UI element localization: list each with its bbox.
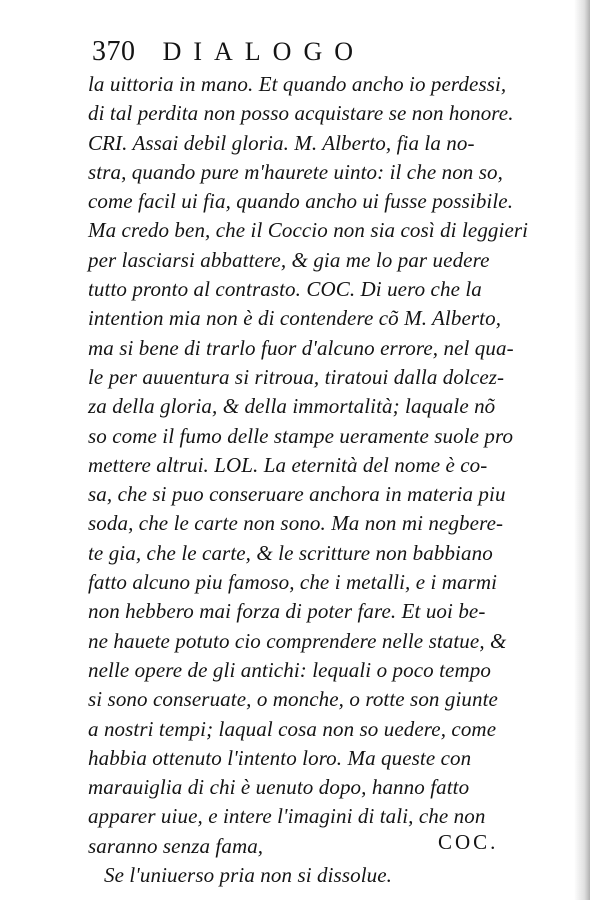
text-line: saranno senza fama,	[88, 833, 264, 858]
text-line: come facil ui fia, quando ancho ui fusse possibile.	[88, 189, 514, 214]
text-line: marauiglia di chi è uenuto dopo, hanno fatto	[88, 775, 470, 800]
text-line: fatto alcuno piu famoso, che i metalli, e i marmi	[88, 570, 498, 595]
text-line: la uittoria in mano. Et quando ancho io perdessi,	[88, 72, 507, 96]
text-line: za della gloria, & della immortalità; laquale nõ	[88, 394, 496, 419]
body-text	[88, 70, 528, 890]
text-line: so come il fumo delle stampe ueramente suole pro	[88, 423, 514, 448]
text-line: sa, che si puo conseruare anchora in materia piu	[88, 482, 506, 507]
text-line: non hebbero mai forza di poter fare. Et uoi be-	[88, 599, 486, 624]
text-line: stra, quando pure m'haurete uinto: il che non so,	[88, 159, 503, 184]
text-line: si sono conseruate, o monche, o rotte son giunte	[88, 687, 498, 712]
text-line: Ma credo ben, che il Coccio non sia così di leggieri	[88, 218, 529, 243]
text-line: ne hauete potuto cio comprendere nelle statue, &	[88, 628, 507, 653]
text-line: intention mia non è di contendere cõ M. Alberto,	[88, 306, 502, 331]
page-edge-shadow	[574, 0, 590, 900]
text-line: CRI. Assai debil gloria. M. Alberto, fia la no-	[88, 130, 475, 155]
text-line: per lasciarsi abbattere, & gia me lo par uedere	[88, 247, 490, 272]
text-line: le per auuentura si ritroua, tiratoui dalla dolcez-	[88, 364, 505, 389]
text-line: habbia ottenuto l'intento loro. Ma queste con	[88, 745, 472, 770]
text-line: mettere altrui. LOL. La eternità del nome è co-	[88, 452, 488, 477]
verse-line: Se l'uniuerso pria non si dissolue.	[104, 863, 392, 888]
text-line: a nostri tempi; laqual cosa non so uedere, come	[88, 716, 497, 741]
page-number: 370	[92, 36, 136, 67]
page-header	[92, 34, 365, 70]
text-line: ma si bene di trarlo fuor d'alcuno errore, nel qua-	[88, 335, 514, 360]
catchword: COC.	[438, 830, 499, 854]
text-line: soda, che le carte non sono. Ma non mi negbere-	[88, 511, 504, 536]
text-line: tutto pronto al contrasto. COC. Di uero che la	[88, 277, 482, 302]
text-line: apparer uiue, e intere l'imagini di tali, che non	[88, 804, 486, 829]
text-line: di tal perdita non posso acquistare se non honore.	[88, 101, 514, 126]
text-line: te gia, che le carte, & le scritture non babbiano	[88, 540, 493, 565]
running-head: DIALOGO	[162, 37, 366, 66]
text-line: nelle opere de gli antichi: lequali o poco tempo	[88, 657, 491, 682]
